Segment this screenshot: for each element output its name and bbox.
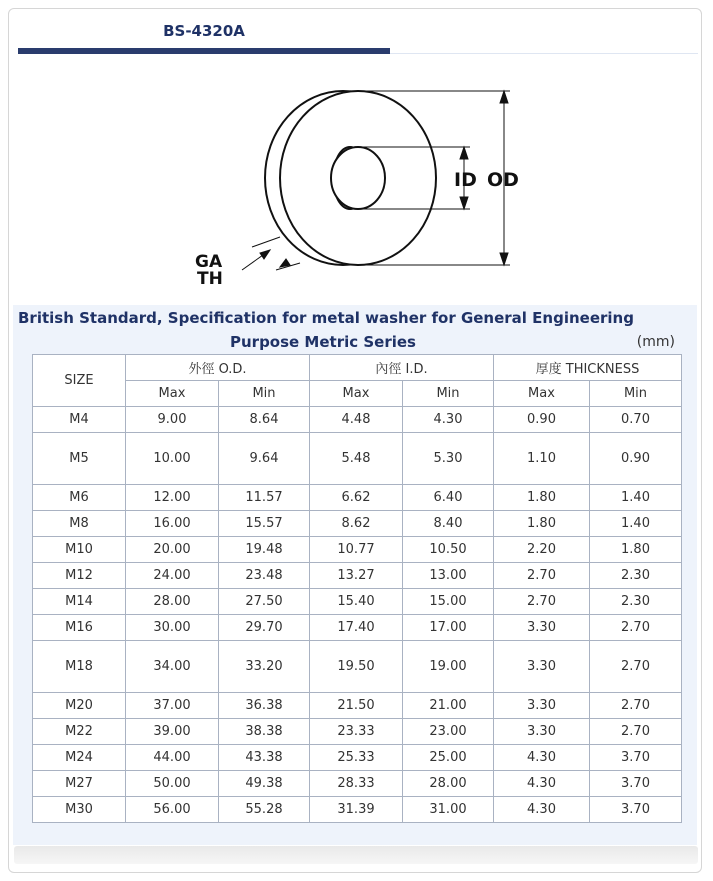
table-row	[33, 563, 682, 589]
washer-drawing	[180, 70, 540, 300]
thickness-max-cell: 3.30	[494, 693, 590, 719]
od-max-cell: 30.00	[126, 615, 219, 641]
id-min-cell: 4.30	[403, 407, 494, 433]
page-title: BS-4320A	[163, 22, 245, 40]
id-max-cell: 4.48	[310, 407, 403, 433]
od-max-cell: 50.00	[126, 771, 219, 797]
id-label: ID	[454, 169, 477, 191]
thickness-min-cell: 2.70	[590, 641, 682, 693]
id-max-cell: 21.50	[310, 693, 403, 719]
thickness-min-cell: 2.30	[590, 563, 682, 589]
table-row	[33, 511, 682, 537]
title-underline-bar	[18, 48, 390, 54]
table-row	[33, 615, 682, 641]
id-min-cell: 21.00	[403, 693, 494, 719]
thickness-max-cell: 3.30	[494, 641, 590, 693]
thickness-min-cell: 1.80	[590, 537, 682, 563]
id-min-header: Min	[403, 381, 494, 407]
od-min-cell: 23.48	[219, 563, 310, 589]
od-min-cell: 15.57	[219, 511, 310, 537]
thickness-min-cell: 3.70	[590, 797, 682, 823]
size-cell: M16	[33, 615, 126, 641]
spec-heading-line2: Purpose Metric Series	[230, 333, 416, 351]
thickness-max-cell: 2.20	[494, 537, 590, 563]
id-max-cell: 25.33	[310, 745, 403, 771]
thickness-max-cell: 0.90	[494, 407, 590, 433]
table-row	[33, 485, 682, 511]
od-max-cell: 9.00	[126, 407, 219, 433]
id-max-cell: 13.27	[310, 563, 403, 589]
od-max-cell: 16.00	[126, 511, 219, 537]
id-max-cell: 5.48	[310, 433, 403, 485]
od-min-cell: 49.38	[219, 771, 310, 797]
thickness-min-cell: 3.70	[590, 771, 682, 797]
size-cell: M12	[33, 563, 126, 589]
id-header: 內徑 I.D.	[310, 355, 494, 381]
size-cell: M8	[33, 511, 126, 537]
od-min-cell: 11.57	[219, 485, 310, 511]
od-min-cell: 27.50	[219, 589, 310, 615]
thickness-max-cell: 3.30	[494, 615, 590, 641]
id-min-cell: 23.00	[403, 719, 494, 745]
thickness-max-cell: 4.30	[494, 797, 590, 823]
od-min-cell: 36.38	[219, 693, 310, 719]
id-min-cell: 17.00	[403, 615, 494, 641]
thickness-min-header: Min	[590, 381, 682, 407]
id-min-cell: 28.00	[403, 771, 494, 797]
ga-label: GA	[195, 252, 223, 272]
size-cell: M6	[33, 485, 126, 511]
id-min-cell: 15.00	[403, 589, 494, 615]
size-cell: M27	[33, 771, 126, 797]
id-max-cell: 31.39	[310, 797, 403, 823]
table-row	[33, 771, 682, 797]
thickness-max-cell: 3.30	[494, 719, 590, 745]
table-row	[33, 641, 682, 693]
id-max-cell: 19.50	[310, 641, 403, 693]
od-max-cell: 12.00	[126, 485, 219, 511]
id-max-header: Max	[310, 381, 403, 407]
od-max-cell: 20.00	[126, 537, 219, 563]
size-cell: M24	[33, 745, 126, 771]
washer-hole	[331, 147, 385, 209]
od-min-cell: 19.48	[219, 537, 310, 563]
table-row	[33, 589, 682, 615]
id-min-cell: 5.30	[403, 433, 494, 485]
thickness-header: 厚度 THICKNESS	[494, 355, 682, 381]
id-min-cell: 6.40	[403, 485, 494, 511]
od-max-cell: 28.00	[126, 589, 219, 615]
id-max-cell: 8.62	[310, 511, 403, 537]
od-min-cell: 29.70	[219, 615, 310, 641]
od-max-cell: 39.00	[126, 719, 219, 745]
od-min-cell: 8.64	[219, 407, 310, 433]
id-max-cell: 15.40	[310, 589, 403, 615]
thickness-max-cell: 2.70	[494, 563, 590, 589]
title-divider-line	[390, 53, 698, 54]
id-min-cell: 31.00	[403, 797, 494, 823]
thickness-min-cell: 1.40	[590, 511, 682, 537]
thickness-max-cell: 1.80	[494, 485, 590, 511]
size-cell: M10	[33, 537, 126, 563]
thickness-min-cell: 2.70	[590, 615, 682, 641]
footer-bar	[14, 846, 698, 864]
unit-label: (mm)	[636, 334, 675, 350]
thickness-min-cell: 1.40	[590, 485, 682, 511]
spec-heading-line1: British Standard, Specification for metal washer for General Engineering	[18, 309, 634, 327]
od-min-cell: 9.64	[219, 433, 310, 485]
id-max-cell: 28.33	[310, 771, 403, 797]
thickness-min-cell: 0.70	[590, 407, 682, 433]
thickness-min-cell: 3.70	[590, 745, 682, 771]
id-min-cell: 19.00	[403, 641, 494, 693]
washer-diagram	[180, 70, 540, 300]
id-min-cell: 8.40	[403, 511, 494, 537]
od-max-cell: 37.00	[126, 693, 219, 719]
od-label: OD	[487, 169, 519, 191]
size-header: SIZE	[33, 355, 126, 407]
size-cell: M5	[33, 433, 126, 485]
size-cell: M18	[33, 641, 126, 693]
thickness-min-cell: 2.70	[590, 719, 682, 745]
id-max-cell: 6.62	[310, 485, 403, 511]
od-min-cell: 38.38	[219, 719, 310, 745]
thickness-max-cell: 4.30	[494, 745, 590, 771]
thickness-max-cell: 1.10	[494, 433, 590, 485]
table-row	[33, 433, 682, 485]
thickness-max-cell: 4.30	[494, 771, 590, 797]
thickness-max-header: Max	[494, 381, 590, 407]
th-label: TH	[197, 269, 223, 289]
thickness-min-cell: 2.30	[590, 589, 682, 615]
table-row	[33, 407, 682, 433]
id-min-cell: 10.50	[403, 537, 494, 563]
size-cell: M4	[33, 407, 126, 433]
table-row	[33, 693, 682, 719]
table-row	[33, 797, 682, 823]
id-min-cell: 13.00	[403, 563, 494, 589]
thickness-max-cell: 1.80	[494, 511, 590, 537]
od-min-cell: 33.20	[219, 641, 310, 693]
washer-spec-table	[32, 354, 682, 823]
od-max-cell: 24.00	[126, 563, 219, 589]
size-cell: M20	[33, 693, 126, 719]
od-min-header: Min	[219, 381, 310, 407]
table-subheader-row	[33, 381, 682, 407]
od-max-cell: 56.00	[126, 797, 219, 823]
od-min-cell: 55.28	[219, 797, 310, 823]
size-cell: M14	[33, 589, 126, 615]
thickness-min-cell: 0.90	[590, 433, 682, 485]
table-header-row	[33, 355, 682, 381]
od-header: 外徑 O.D.	[126, 355, 310, 381]
size-cell: M30	[33, 797, 126, 823]
table-row	[33, 537, 682, 563]
id-max-cell: 23.33	[310, 719, 403, 745]
od-max-header: Max	[126, 381, 219, 407]
od-max-cell: 34.00	[126, 641, 219, 693]
od-max-cell: 10.00	[126, 433, 219, 485]
id-max-cell: 10.77	[310, 537, 403, 563]
id-min-cell: 25.00	[403, 745, 494, 771]
size-cell: M22	[33, 719, 126, 745]
id-max-cell: 17.40	[310, 615, 403, 641]
od-min-cell: 43.38	[219, 745, 310, 771]
thickness-max-cell: 2.70	[494, 589, 590, 615]
table-row	[33, 745, 682, 771]
table-row	[33, 719, 682, 745]
od-max-cell: 44.00	[126, 745, 219, 771]
thickness-min-cell: 2.70	[590, 693, 682, 719]
